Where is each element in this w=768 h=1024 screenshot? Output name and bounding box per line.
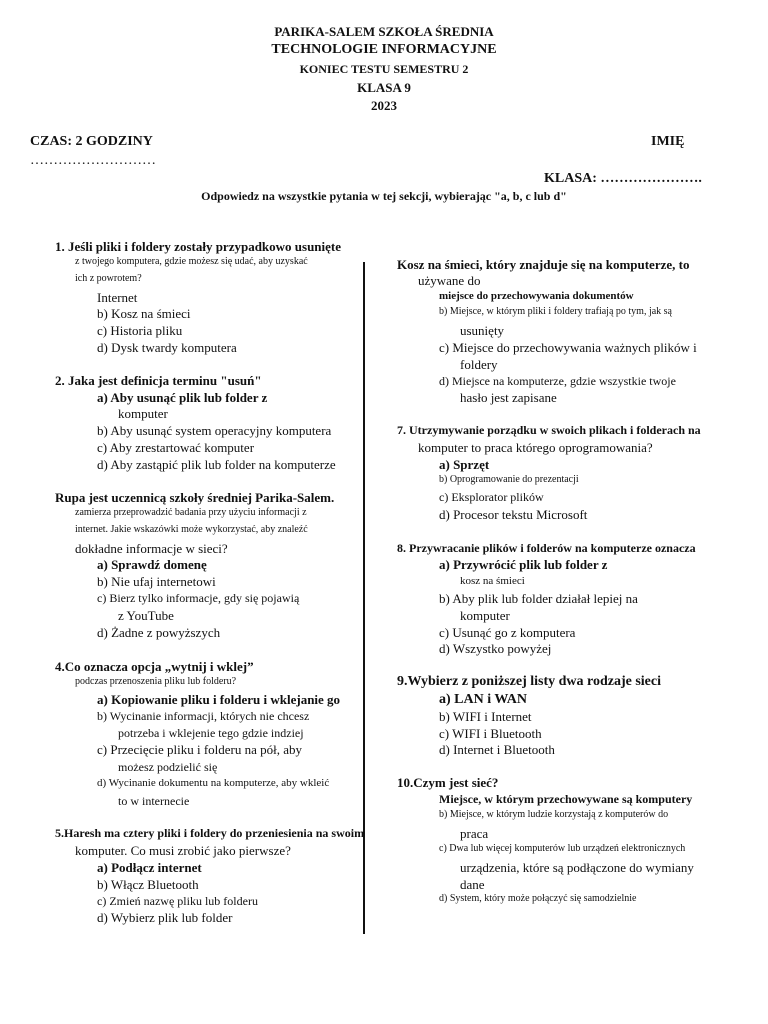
option-c: c) Zmień nazwę pliku lub folderu <box>97 894 258 908</box>
question-text: Rupa jest uczennicą szkoły średniej Parika-Salem. <box>55 490 335 505</box>
option-c: c) Usunąć go z komputera <box>439 625 576 640</box>
option-b: b) Włącz Bluetooth <box>97 877 199 892</box>
option-a: a) Sprawdź domenę <box>97 557 207 572</box>
option-b: b) Miejsce, w którym pliki i foldery trafiają po tym, jak są <box>439 306 672 317</box>
question-text: Kosz na śmieci, który znajduje się na komputerze, to <box>397 257 690 272</box>
option-c-cont: foldery <box>460 357 498 372</box>
option-a: Miejsce, w którym przechowywane są komputery <box>439 792 693 806</box>
exam-title: KONIEC TESTU SEMESTRU 2 <box>299 62 469 76</box>
option-d: d) Internet i Bluetooth <box>439 742 555 757</box>
question-text: 7. Utrzymywanie porządku w swoich plikach i folderach na <box>397 423 701 437</box>
option-b-cont: praca <box>460 826 489 841</box>
option-c-cont: dane <box>460 877 485 892</box>
option-a: miejsce do przechowywania dokumentów <box>439 290 634 302</box>
option-b: b) Miejsce, w którym ludzie korzystają z komputerów do <box>439 809 669 820</box>
option-a: a) Aby usunąć plik lub folder z <box>97 390 268 405</box>
option-c: c) Bierz tylko informacje, gdy się pojawią <box>97 591 300 605</box>
option-d: d) Wybierz plik lub folder <box>97 910 233 925</box>
question-text: 5.Haresh ma cztery pliki i foldery do przeniesienia na swoim <box>55 826 365 840</box>
option-b: b) Oprogramowanie do prezentacji <box>439 474 579 485</box>
option-b-cont: komputer <box>460 608 510 623</box>
option-c-cont: urządzenia, które są podłączone do wymiany <box>460 860 694 875</box>
option-a: a) LAN i WAN <box>439 692 528 707</box>
name-dots: ……………………… <box>30 153 156 168</box>
option-c: c) Eksplorator plików <box>439 490 544 504</box>
option-c: c) Historia pliku <box>97 323 183 338</box>
option-a-cont: komputer <box>118 406 168 421</box>
option-c: c) WIFI i Bluetooth <box>439 726 542 741</box>
question-text: ich z powrotem? <box>75 273 142 284</box>
question-text: internet. Jakie wskazówki może wykorzystać, aby znaleźć <box>75 524 308 535</box>
option-b: b) Aby usunąć system operacyjny komputera <box>97 423 332 438</box>
option-c: c) Aby zrestartować komputer <box>97 440 255 455</box>
question-text: używane do <box>418 273 481 288</box>
option-a: a) Kopiowanie pliku i folderu i wklejanie go <box>97 692 341 707</box>
option-a: a) Przywrócić plik lub folder z <box>439 557 608 572</box>
question-text: z twojego komputera, gdzie możesz się udać, aby uzyskać <box>75 256 308 267</box>
name-label: IMIĘ <box>651 134 685 149</box>
option-a: a) Podłącz internet <box>97 860 202 875</box>
class-label: KLASA: …………………. <box>544 171 702 186</box>
option-d: d) Wszystko powyżej <box>439 641 552 656</box>
question-text: podczas przenoszenia pliku lub folderu? <box>75 676 237 687</box>
option-d: d) Procesor tekstu Microsoft <box>439 507 588 522</box>
option-d: d) Aby zastąpić plik lub folder na komputerze <box>97 457 336 472</box>
question-text: 8. Przywracanie plików i folderów na komputerze oznacza <box>397 541 696 555</box>
option-d: d) Żadne z powyższych <box>97 625 221 640</box>
option-b: b) Wycinanie informacji, których nie chcesz <box>97 709 310 723</box>
option-d: d) Miejsce na komputerze, gdzie wszystkie twoje <box>439 374 676 388</box>
option-c: c) Miejsce do przechowywania ważnych plików i <box>439 340 697 355</box>
question-text: 1. Jeśli pliki i foldery zostały przypadkowo usunięte <box>55 239 342 254</box>
question-text: 9.Wybierz z poniższej listy dwa rodzaje sieci <box>397 674 662 689</box>
question-text: dokładne informacje w sieci? <box>75 541 228 556</box>
option-d: d) System, który może połączyć się samodzielnie <box>439 893 637 904</box>
option-d: d) Wycinanie dokumentu na komputerze, aby wkleić <box>97 777 330 789</box>
question-text: 2. Jaka jest definicja terminu "usuń" <box>55 373 262 388</box>
option-b: b) Nie ufaj internetowi <box>97 574 216 589</box>
option-c: c) Dwa lub więcej komputerów lub urządzeń elektronicznych <box>439 843 686 854</box>
option-a: a) Sprzęt <box>439 457 490 472</box>
question-text: zamierza przeprowadzić badania przy użyciu informacji z <box>75 507 307 518</box>
option-c-cont: z YouTube <box>118 608 174 623</box>
option-b: b) WIFI i Internet <box>439 709 532 724</box>
option-d-cont: hasło jest zapisane <box>460 390 557 405</box>
option-b-cont: potrzeba i wklejenie tego gdzie indziej <box>118 726 304 740</box>
option-b-cont: usunięty <box>460 323 505 338</box>
school-name: PARIKA-SALEM SZKOŁA ŚREDNIA <box>274 24 494 39</box>
option-a-cont: kosz na śmieci <box>460 575 525 587</box>
question-text: komputer to praca którego oprogramowania? <box>418 440 653 455</box>
option-c-cont: możesz podzielić się <box>118 760 218 774</box>
grade-label: KLASA 9 <box>357 80 411 95</box>
option-b: b) Kosz na śmieci <box>97 306 191 321</box>
option-b: b) Aby plik lub folder działał lepiej na <box>439 591 638 606</box>
instructions: Odpowiedz na wszystkie pytania w tej sekcji, wybierając "a, b, c lub d" <box>201 189 567 203</box>
question-text: 4.Co oznacza opcja „wytnij i wklej” <box>55 659 254 674</box>
year-label: 2023 <box>371 98 397 113</box>
question-text: 10.Czym jest sieć? <box>397 775 499 790</box>
time-label: CZAS: 2 GODZINY <box>30 134 153 149</box>
option-c: c) Przecięcie pliku i folderu na pół, aby <box>97 742 303 757</box>
question-text: komputer. Co musi zrobić jako pierwsze? <box>75 843 291 858</box>
option-d-cont: to w internecie <box>118 794 190 808</box>
option-a: Internet <box>97 290 138 305</box>
subject-title: TECHNOLOGIE INFORMACYJNE <box>271 42 497 57</box>
option-d: d) Dysk twardy komputera <box>97 340 237 355</box>
